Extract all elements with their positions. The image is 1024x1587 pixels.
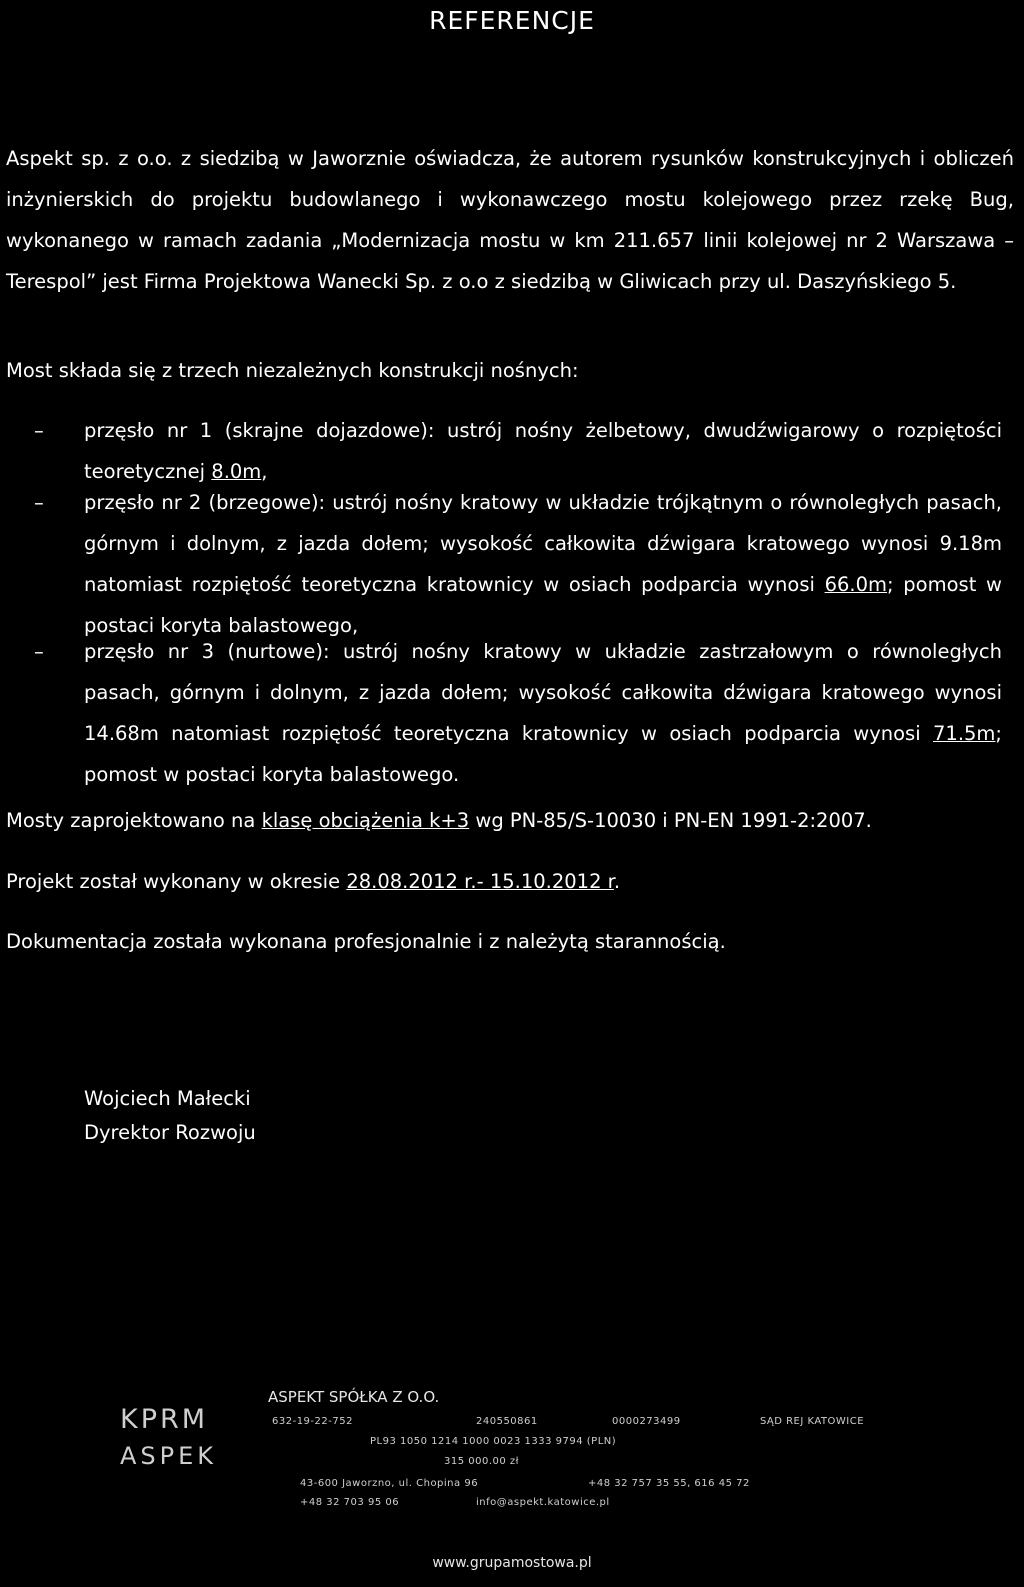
span-3-text: przęsło nr 3 (nurtowe): ustrój nośny kratowy w układzie zastrzałowym o równoległych pasach, górnym i dolnym, z jazda dołem; wysokość całkowita dźwigara kratowego wynosi 14.68m natomiast rozpiętość teoretyczna kratownicy w osiach podparcia wynosi 71.5m; pomost w postaci koryta balastowego.	[84, 640, 1002, 786]
footer-court: SĄD REJ KATOWICE	[760, 1416, 865, 1427]
logo-bottom-text: ASPEK	[120, 1442, 218, 1470]
load-class-paragraph: Mosty zaprojektowano na klasę obciążenia k+3 wg PN-85/S-10030 i PN-EN 1991-2:2007.	[6, 809, 872, 832]
period-paragraph: Projekt został wykonany w okresie 28.08.2012 r.- 15.10.2012 r.	[6, 870, 621, 893]
document-title: REFERENCJE	[429, 6, 595, 35]
logo-top-text: KPRM	[120, 1404, 209, 1435]
footer-phones: +48 32 757 35 55, 616 45 72	[588, 1478, 750, 1489]
span-2-text: przęsło nr 2 (brzegowe): ustrój nośny kratowy w układzie trójkątnym o równoległych pasach, górnym i dolnym, z jazda dołem; wysokość całkowita dźwigara kratowego wynosi 9.18m natomiast rozpiętość teoretyczna kratownicy w osiach podparcia wynosi 66.0m; pomost w postaci koryta balastowego,	[84, 491, 1002, 637]
footer-fax: +48 32 703 95 06	[300, 1497, 400, 1508]
footer-website[interactable]: www.grupamostowa.pl	[432, 1555, 592, 1571]
intro-paragraph: Aspekt sp. z o.o. z siedzibą w Jaworznie oświadcza, że autorem rysunków konstrukcyjnych i obliczeń inżynierskich do projektu budowlanego i wykonawczego mostu kolejowego przez rzekę Bug, wykonanego w ramach zadania „Modernizacja mostu w km 211.657 linii kolejowej nr 2 Warszawa – Terespol” jest Firma Projektowa Wanecki Sp. z o.o z siedzibą w Gliwicach przy ul. Daszyńskiego 5.	[6, 147, 1014, 293]
list-dash: –	[34, 491, 44, 514]
footer-email: info@aspekt.katowice.pl	[476, 1497, 610, 1508]
footer-krs: 0000273499	[612, 1416, 681, 1427]
footer-nip: 632-19-22-752	[272, 1416, 353, 1427]
company-logo	[120, 1402, 240, 1474]
signature-name: Wojciech Małecki	[84, 1087, 251, 1110]
footer-regon: 240550861	[476, 1416, 538, 1427]
signature-role: Dyrektor Rozwoju	[84, 1121, 256, 1144]
structures-heading: Most składa się z trzech niezależnych konstrukcji nośnych:	[6, 359, 579, 382]
closing-paragraph: Dokumentacja została wykonana profesjonalnie i z należytą starannością.	[6, 930, 726, 953]
footer-company-name: ASPEKT SPÓŁKA Z O.O.	[268, 1388, 440, 1406]
span-1-text: przęsło nr 1 (skrajne dojazdowe): ustrój nośny żelbetowy, dwudźwigarowy o rozpiętości teoretycznej 8.0m,	[84, 419, 1002, 483]
footer-address: 43-600 Jaworzno, ul. Chopina 96	[300, 1478, 479, 1489]
footer-bank-account: PL93 1050 1214 1000 0023 1333 9794 (PLN)	[370, 1436, 617, 1447]
list-dash: –	[34, 419, 44, 442]
list-dash: –	[34, 640, 44, 663]
footer-capital: 315 000.00 zł	[444, 1456, 520, 1467]
